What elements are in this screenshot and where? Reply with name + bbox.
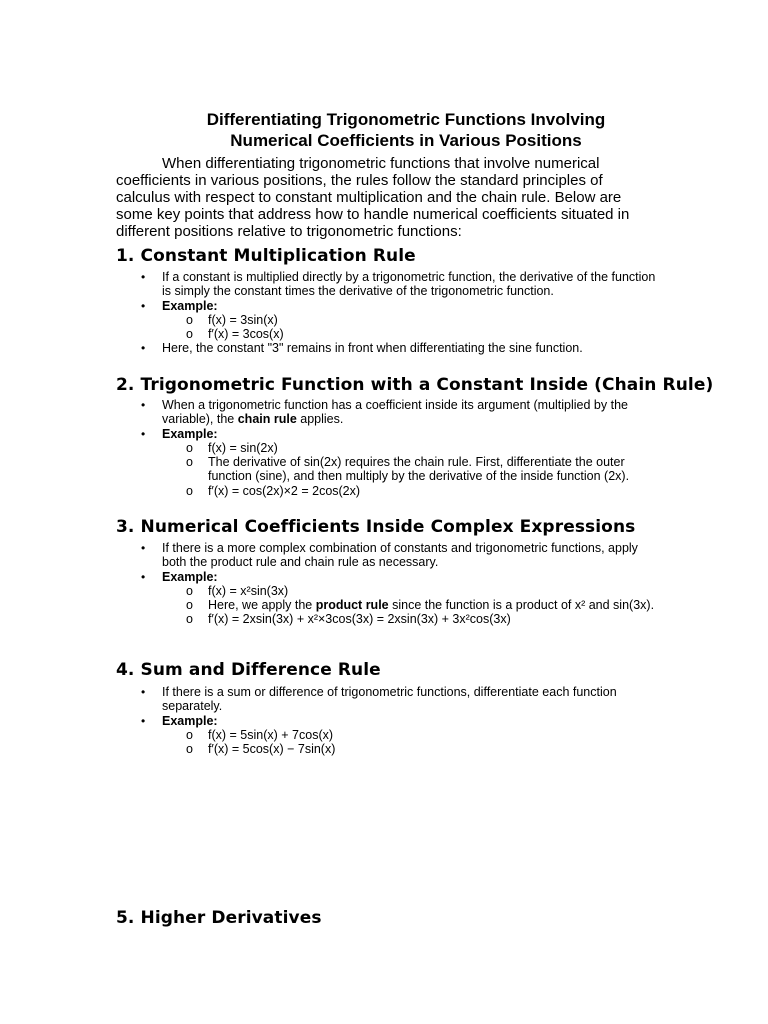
- section-1-list: [116, 270, 656, 356]
- document-title: [116, 109, 696, 151]
- list-item: [116, 427, 656, 498]
- sub-bullet-icon: o: [186, 327, 193, 342]
- bullet-icon: •: [141, 426, 146, 441]
- intro-paragraph: [116, 155, 656, 240]
- sub-bullet-icon: o: [186, 440, 193, 455]
- list-item: • When a trigonometric function has a coefficient inside its argument (multiplied by the variable), the chain rule applies.: [141, 398, 628, 427]
- example-label: Example:: [162, 569, 218, 584]
- sub-bullet-icon: o: [186, 583, 193, 598]
- list-item: o The derivative of sin(2x) requires the chain rule. First, differentiate the outer function (sine), and then multiply by the derivative of the inside function (2x).: [186, 455, 630, 484]
- list-item: [116, 714, 656, 757]
- bullet-icon: •: [141, 685, 146, 699]
- product-rule-term: product rule: [315, 598, 389, 613]
- example-label: Example:: [162, 298, 218, 313]
- example-list: [162, 441, 656, 498]
- title-line-1: Differentiating Trigonometric Functions Involving: [206, 110, 606, 129]
- list-item: o f(x) = 3sin(x): [186, 312, 278, 327]
- list-item: o f(x) = sin(2x): [186, 440, 278, 455]
- example-label: Example:: [162, 713, 218, 728]
- bullet-icon: •: [141, 270, 146, 284]
- bullet-icon: •: [141, 398, 146, 412]
- section-4-list: [116, 685, 656, 756]
- sub-bullet-icon: o: [186, 612, 193, 627]
- list-item: [116, 570, 656, 627]
- list-item: o f′(x) = cos(2x)×2 = 2cos(2x): [186, 483, 361, 498]
- list-item: o f′(x) = 2xsin(3x) + x²×3cos(3x) = 2xsin(3x) + 3x²cos(3x): [186, 612, 511, 627]
- sub-bullet-icon: o: [186, 312, 193, 327]
- section-3-heading: 3. Numerical Coefficients Inside Complex Expressions: [116, 517, 636, 537]
- list-item: o f(x) = 5sin(x) + 7cos(x): [186, 727, 334, 742]
- example-list: [162, 584, 656, 627]
- section-2-list: [116, 398, 656, 498]
- example-list: [162, 313, 656, 342]
- section-2-heading: 2. Trigonometric Function with a Constant Inside (Chain Rule): [116, 375, 714, 395]
- bullet-icon: •: [141, 298, 146, 313]
- chain-rule-term: chain rule: [237, 412, 297, 427]
- example-label: Example:: [162, 426, 218, 441]
- sub-bullet-icon: o: [186, 598, 193, 613]
- list-item: [116, 299, 656, 342]
- list-item: o f′(x) = 5cos(x) − 7sin(x): [186, 742, 336, 757]
- list-item: • If there is a more complex combination of constants and trigonometric functions, apply both the product rule and chain rule as necessary.: [141, 541, 638, 570]
- intro-text: When differentiating trigonometric functions that involve numerical coefficients in various positions, the rules follow the standard principles of calculus with respect to constant multiplication and the chain rule. Below are some key points that address how to handle numerical coefficients situated in different positions relative to trigonometric functions:: [116, 155, 630, 240]
- bullet-icon: •: [141, 569, 146, 584]
- section-4-heading: 4. Sum and Difference Rule: [116, 660, 381, 680]
- section-1-heading: 1. Constant Multiplication Rule: [116, 246, 416, 266]
- list-item: • If a constant is multiplied directly by a trigonometric function, the derivative of the function is simply the constant times the derivative of the trigonometric function.: [141, 270, 656, 299]
- list-item: o f′(x) = 3cos(x): [186, 327, 284, 342]
- list-item: o Here, we apply the product rule since the function is a product of x² and sin(3x).: [186, 598, 655, 613]
- sub-bullet-icon: o: [186, 483, 193, 498]
- title-line-2: Numerical Coefficients in Various Positions: [230, 131, 582, 150]
- bullet-icon: •: [141, 541, 146, 555]
- list-item: o f(x) = x²sin(3x): [186, 583, 289, 598]
- list-item: • If there is a sum or difference of trigonometric functions, differentiate each function separately.: [141, 685, 617, 714]
- bullet-icon: •: [141, 341, 146, 356]
- section-5-heading: 5. Higher Derivatives: [116, 908, 322, 928]
- bullet-icon: •: [141, 713, 146, 728]
- example-list: [162, 728, 656, 757]
- sub-bullet-icon: o: [186, 742, 193, 757]
- sub-bullet-icon: o: [186, 455, 193, 470]
- list-item: • Here, the constant "3" remains in front when differentiating the sine function.: [141, 341, 583, 356]
- section-3-list: [116, 541, 656, 627]
- sub-bullet-icon: o: [186, 727, 193, 742]
